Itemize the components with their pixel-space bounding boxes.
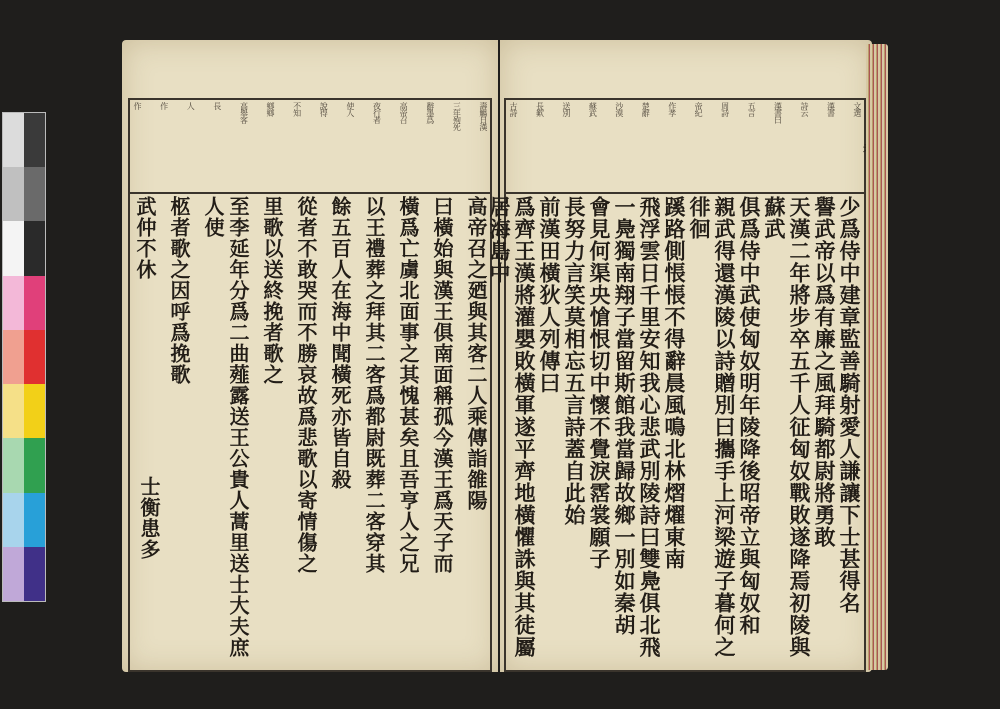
text-column: 飛浮雲日千里安知我心悲武別陵詩曰雙鳧俱北飛 bbox=[637, 196, 662, 658]
annotation-column: 作 bbox=[159, 102, 169, 109]
annotation-column: 辭墨爲 bbox=[425, 102, 435, 123]
text-column: 前漢田橫狄人列傳曰 bbox=[537, 196, 562, 394]
annotation-column: 作孝 bbox=[667, 102, 677, 116]
page-edges bbox=[866, 44, 888, 670]
annotation-column: 詩云 bbox=[799, 102, 809, 116]
annotation-column: 楚辭 bbox=[641, 102, 651, 116]
open-book bbox=[122, 40, 890, 672]
text-column: 柩者歌之因呼爲挽歌 bbox=[167, 196, 191, 385]
right-page bbox=[487, 40, 872, 672]
annotation-column: 夜行者 bbox=[372, 102, 382, 123]
annotation-column: 不知 bbox=[292, 102, 302, 116]
annotation-column: 送別 bbox=[561, 102, 571, 116]
annotation-column: 五言 bbox=[747, 102, 757, 116]
annotation-column: 高帝召 bbox=[399, 102, 409, 123]
left-text-frame bbox=[128, 98, 492, 672]
annotation-column: 文選 bbox=[852, 102, 862, 116]
text-column: 少爲侍中建章監善騎射愛人謙讓下士甚得名 bbox=[837, 196, 862, 614]
text-column: 親武得還漢陵以詩贈別曰攜手上河梁遊子暮何之徘徊 bbox=[687, 196, 737, 658]
right-annotation-band bbox=[506, 100, 864, 194]
text-column: 爲齊王漢將灌嬰敗橫軍遂平齊地橫懼誅與其徒屬居海島中 bbox=[487, 196, 537, 658]
text-column: 武仲不休 bbox=[133, 196, 157, 280]
text-column: 天漢二年將步卒五千人征匈奴戰敗遂降焉初陵與蘇武 bbox=[762, 196, 812, 658]
annotation-column: 漢書 bbox=[826, 102, 836, 116]
text-column: 譽武帝以爲有廉之風拜騎都尉將勇敢 bbox=[812, 196, 837, 548]
color-swatch bbox=[24, 493, 45, 547]
text-column: 俱爲侍中武使匈奴明年陵降後昭帝立與匈奴和 bbox=[737, 196, 762, 636]
annotation-column: 蘇武 bbox=[588, 102, 598, 116]
text-column: 以王禮葬之拜其二客爲都尉既葬二客穿其 bbox=[362, 196, 386, 574]
left-page bbox=[122, 40, 498, 672]
annotation-column: 沙漠 bbox=[614, 102, 624, 116]
text-column: 餘五百人在海中聞橫死亦皆自殺 bbox=[328, 196, 352, 490]
color-swatch bbox=[3, 330, 24, 384]
color-swatch bbox=[24, 221, 45, 275]
text-column: 一鳧獨南翔子當留斯館我當歸故鄉一別如秦胡 bbox=[612, 196, 637, 636]
annotation-column: 周詩 bbox=[720, 102, 730, 116]
color-swatch bbox=[24, 547, 45, 601]
annotation-column: 長歎 bbox=[535, 102, 545, 116]
annotation-column: 說得 bbox=[319, 102, 329, 116]
left-annotation-band bbox=[130, 100, 490, 194]
color-swatch bbox=[24, 384, 45, 438]
color-swatch bbox=[24, 167, 45, 221]
annotation-column: 高舉客 bbox=[239, 102, 249, 123]
text-column: 曰橫始與漢王俱南面稱孤今漢王爲天子而 bbox=[430, 196, 454, 574]
color-swatch bbox=[3, 221, 24, 275]
annotation-column: 長 bbox=[212, 102, 222, 109]
color-swatch bbox=[24, 113, 45, 167]
color-swatch bbox=[3, 167, 24, 221]
left-main-text bbox=[132, 196, 488, 666]
annotation-column: 三年殉死 bbox=[452, 102, 462, 130]
text-column: 蹊路側悵悵不得辭晨風鳴北林熠燿東南 bbox=[662, 196, 687, 570]
color-swatch bbox=[3, 113, 24, 167]
annotation-column: 人 bbox=[186, 102, 196, 109]
color-swatch bbox=[3, 384, 24, 438]
color-swatch bbox=[24, 330, 45, 384]
text-column: 長努力言笑莫相忘五言詩蓋自此始 bbox=[562, 196, 587, 526]
right-main-text bbox=[487, 196, 862, 666]
color-swatch bbox=[3, 438, 24, 492]
right-text-frame bbox=[487, 98, 866, 672]
color-swatch bbox=[3, 276, 24, 330]
color-calibration-card bbox=[2, 112, 46, 602]
color-swatch bbox=[24, 438, 45, 492]
author-name: 士衡患多 bbox=[137, 476, 161, 560]
text-column: 從者不敢哭而不勝哀故爲悲歌以寄情傷之 bbox=[294, 196, 318, 574]
color-swatch bbox=[24, 276, 45, 330]
annotation-column: 作 bbox=[133, 102, 142, 109]
annotation-column: 帝紀 bbox=[694, 102, 704, 116]
annotation-column: 鄉鄉 bbox=[266, 102, 276, 116]
text-column: 里歌以送終挽者歌之 bbox=[260, 196, 284, 385]
annotation-column: 壽觴日漢 bbox=[478, 102, 488, 130]
text-column: 橫爲亡虜北面事之其愧甚矣且吾亨人之兄 bbox=[396, 196, 420, 574]
annotation-column: 古詩 bbox=[509, 102, 518, 116]
annotation-column: 漢書曰 bbox=[773, 102, 783, 123]
color-swatch bbox=[3, 547, 24, 601]
text-column: 高帝召之廼與其客二人乘傳詣雒陽 bbox=[464, 196, 488, 511]
annotation-column: 使人 bbox=[345, 102, 355, 116]
color-swatch bbox=[3, 493, 24, 547]
text-column: 至李延年分爲二曲薤露送王公貴人蒿里送士大夫庶人使 bbox=[201, 196, 250, 658]
text-column: 會見何渠央愴恨切中懷不覺淚霑裳願子 bbox=[587, 196, 612, 570]
